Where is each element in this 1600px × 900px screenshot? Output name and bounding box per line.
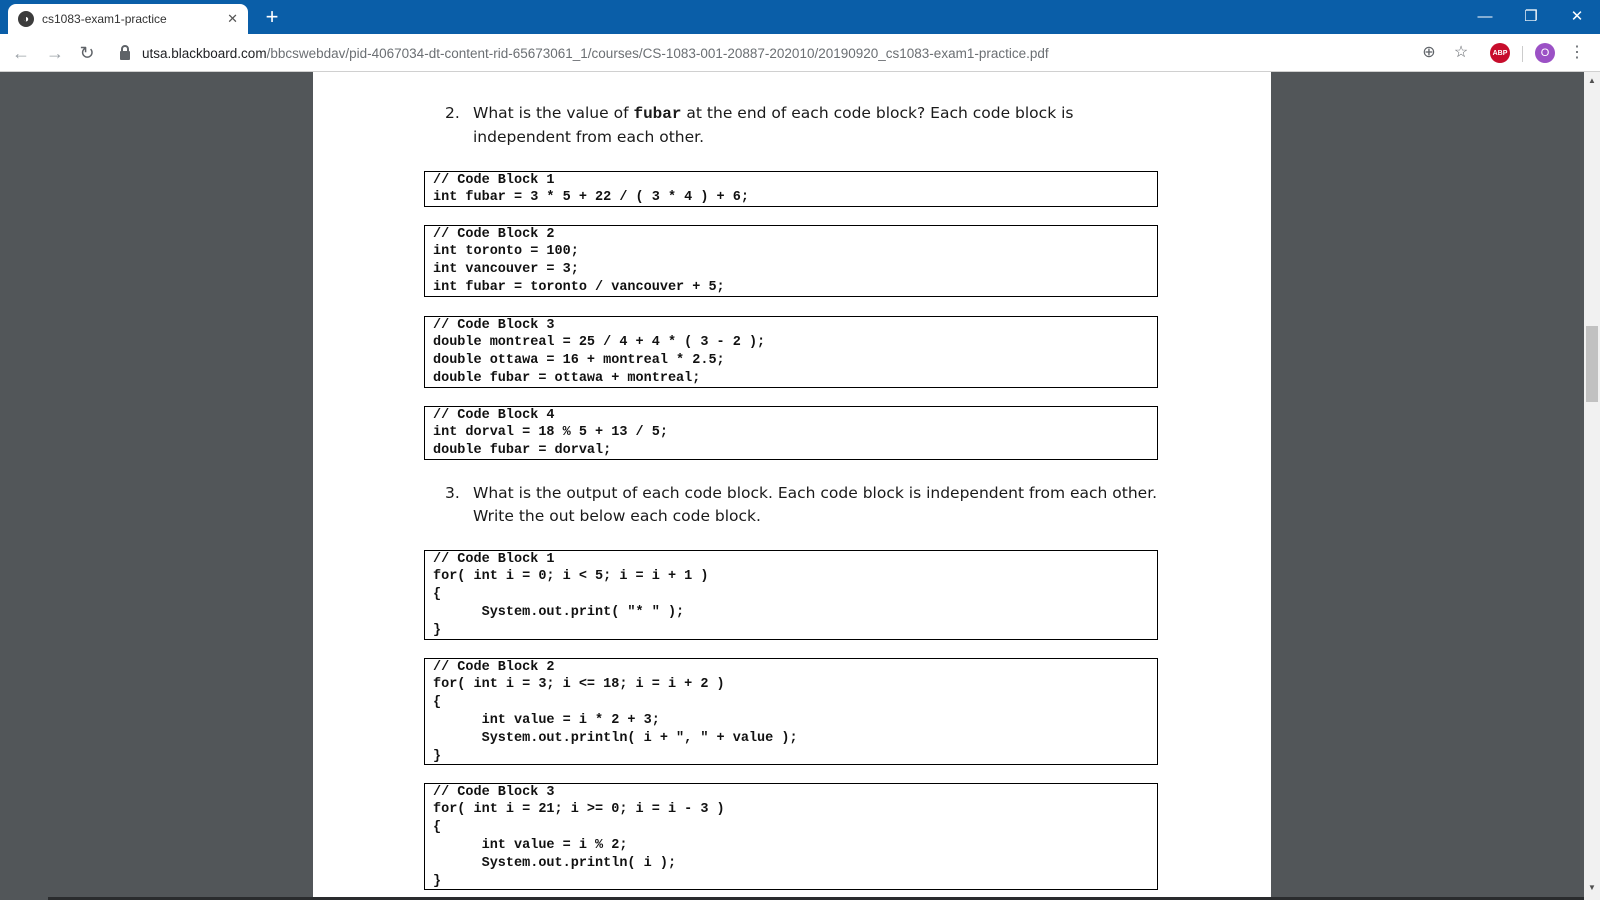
new-tab-button[interactable]: + bbox=[265, 4, 279, 29]
code-line: // Code Block 4 bbox=[433, 408, 555, 423]
bookmark-star-icon[interactable]: ☆ bbox=[1453, 44, 1469, 61]
code-line: { bbox=[433, 587, 442, 602]
code-line: System.out.println( i + ", " + value ); bbox=[433, 731, 798, 746]
browser-toolbar bbox=[0, 34, 1600, 72]
code-line: int value = i * 2 + 3; bbox=[433, 713, 660, 728]
blackboard-favicon-icon: ◑ bbox=[18, 11, 34, 27]
code-line: int fubar = 3 * 5 + 22 / ( 3 * 4 ) + 6; bbox=[433, 190, 749, 205]
code-line: System.out.print( "* " ); bbox=[433, 605, 685, 620]
code-block bbox=[424, 316, 1158, 388]
code-block bbox=[424, 406, 1158, 460]
back-arrow-icon[interactable]: ← bbox=[12, 43, 30, 63]
code-block bbox=[424, 658, 1158, 765]
question-3 bbox=[445, 482, 1165, 528]
code-block bbox=[424, 783, 1158, 890]
code-line: int dorval = 18 % 5 + 13 / 5; bbox=[433, 425, 668, 440]
profile-avatar[interactable]: O bbox=[1535, 43, 1555, 63]
code-line: int toronto = 100; bbox=[433, 244, 579, 259]
code-line: int fubar = toronto / vancouver + 5; bbox=[433, 280, 725, 295]
question-number: 3. bbox=[445, 484, 460, 502]
code-line: // Code Block 3 bbox=[433, 318, 555, 333]
lock-icon bbox=[120, 51, 130, 60]
tab-close-icon[interactable]: ✕ bbox=[227, 11, 238, 26]
tab-title: cs1083-exam1-practice bbox=[42, 12, 167, 26]
code-line: // Code Block 1 bbox=[433, 173, 555, 188]
code-line: // Code Block 1 bbox=[433, 552, 555, 567]
window-close-icon[interactable]: ✕ bbox=[1570, 8, 1584, 25]
question-text: What is the value of fubar at the end of each code block? Each code block is independent from each other. bbox=[473, 104, 1074, 146]
code-line: } bbox=[433, 874, 442, 889]
kebab-menu-icon[interactable]: ⋮ bbox=[1569, 44, 1585, 61]
forward-arrow-icon[interactable]: → bbox=[46, 43, 64, 63]
code-block bbox=[424, 550, 1158, 640]
code-line: int vancouver = 3; bbox=[433, 262, 579, 277]
tab-strip bbox=[0, 0, 1600, 34]
code-line: for( int i = 0; i < 5; i = i + 1 ) bbox=[433, 569, 709, 584]
code-line: double fubar = ottawa + montreal; bbox=[433, 371, 701, 386]
minimize-icon[interactable]: — bbox=[1477, 7, 1493, 25]
scroll-down-arrow-icon[interactable]: ▼ bbox=[1588, 883, 1596, 892]
browser-tab[interactable] bbox=[8, 4, 248, 34]
code-line: // Code Block 3 bbox=[433, 785, 555, 800]
code-line: System.out.println( i ); bbox=[433, 856, 677, 871]
question-number: 2. bbox=[445, 104, 460, 122]
toolbar-divider bbox=[1522, 46, 1523, 62]
adblock-plus-icon[interactable]: ABP bbox=[1490, 43, 1510, 63]
vertical-scrollbar[interactable] bbox=[1584, 72, 1600, 900]
code-line: double ottawa = 16 + montreal * 2.5; bbox=[433, 353, 725, 368]
code-line: int value = i % 2; bbox=[433, 838, 628, 853]
code-line: // Code Block 2 bbox=[433, 660, 555, 675]
code-line: double montreal = 25 / 4 + 4 * ( 3 - 2 ); bbox=[433, 335, 766, 350]
code-line: } bbox=[433, 623, 442, 638]
code-line: } bbox=[433, 749, 442, 764]
code-line: // Code Block 2 bbox=[433, 227, 555, 242]
code-line: double fubar = dorval; bbox=[433, 443, 612, 458]
address-bar[interactable] bbox=[110, 38, 1470, 68]
restore-icon[interactable]: ❐ bbox=[1524, 8, 1538, 25]
scroll-up-arrow-icon[interactable]: ▲ bbox=[1588, 76, 1596, 85]
code-block bbox=[424, 171, 1158, 207]
zoom-icon[interactable]: ⊕ bbox=[1422, 44, 1436, 61]
code-line: for( int i = 21; i >= 0; i = i - 3 ) bbox=[433, 802, 725, 817]
code-line: { bbox=[433, 695, 442, 710]
code-block bbox=[424, 225, 1158, 297]
scrollbar-thumb[interactable] bbox=[1586, 326, 1598, 402]
pdf-page bbox=[313, 72, 1271, 900]
reload-icon[interactable]: ↻ bbox=[79, 43, 95, 63]
code-line: for( int i = 3; i <= 18; i = i + 2 ) bbox=[433, 677, 725, 692]
question-text: What is the output of each code block. Each code block is independent from each other. Write the out below each code block. bbox=[473, 484, 1158, 525]
question-2 bbox=[445, 102, 1165, 149]
pdf-viewer[interactable] bbox=[0, 72, 1584, 900]
url-text[interactable]: utsa.blackboard.com/bbcswebdav/pid-4067034-dt-content-rid-65673061_1/courses/CS-1083-001-20887-202010/20190920_cs1083-exam1-practice.pdf bbox=[142, 45, 1049, 61]
code-line: { bbox=[433, 820, 442, 835]
